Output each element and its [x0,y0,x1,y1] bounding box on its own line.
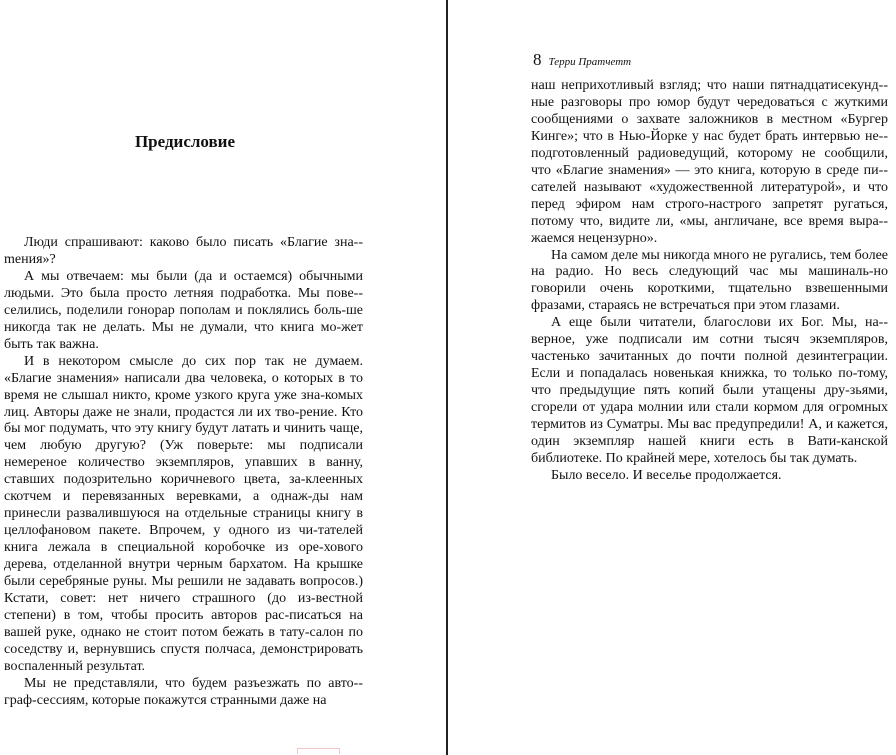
paragraph: И в некотором смысле до сих пор так не думаем. «Благие знамения» написали два человека, о которых в то время не слышал никто, кроме узкого круга уже зна-комых лиц. Авторы даже не знали, продастся ли их тво-рение. Кто бы мог подумать, что эту книгу будут латать и чинить чаще, чем любую другую? (Уж поверьте: мы подписали немереное количество экземпляров, упавших в ванну, ставших подозрительно коричневого цвета, за-клеенных скотчем и перевязанных веревками, а однаж-ды нам принесли развалившуюся на отдельные страницы книгу в целлофановом пакете. Впрочем, у одного из чи-тателей книга лежала в специальной коробочке из оре-хового дерева, отделанной внутри черным бархатом. На крышке были серебряные руны. Мы решили не задавать вопросов.) Кстати, совет: нет ничего страшного (до из-вестной степени) в том, чтобы просить авторов рас-писаться на вашей руке, однако не стоит потом бежать в тату-салон по соседству и, вернувшись спустя полчаса, демонстрировать воспаленный результат. [4,353,363,674]
right-page-body [531,78,888,485]
page-edge-mark [297,748,340,754]
paragraph-continued: наш неприхотливый взгляд; что наши пятнадцатисекунд-ные разговоры про юмор будут чередоваться с жуткими сообщениями о захвате заложников в местном «Бургер Кинге»; что в Нью-Йорке у нас будет брать интервью не-подготовленный радиоведущий, которому не сообщили, что «Благие знамения» — это книга, которую в среде пи-сателей называют «художественной литературой», и что перед эфиром нам строго-настрого запретят ругаться, потому что, видите ли, «мы, англичане, все время выра-жаемся нецензурно». [531,78,888,246]
paragraph: На самом деле мы никогда много не ругались, тем более на радио. Но весь следующий час мы машиналь-но говорили очень короткими, тщательно взвешенными фразами, стараясь не встречаться при этом глазами. [531,247,888,314]
paragraph: Мы не представляли, что будем разъезжать по авто-граф-сессиям, которые покажутся странными даже на [4,675,363,708]
running-head [533,50,631,70]
paragraph: А мы отвечаем: мы были (да и остаемся) обычными людьми. Это была просто летняя подработка. Мы пове-селились, поделили гонорар пополам и поклялись боль-ше никогда так не делать. Мы не думали, что книга мо-жет быть так важна. [4,268,363,352]
paragraph: Люди спрашивают: каково было писать «Благие зна-mения»? [4,235,363,267]
page-number: 8 [533,50,542,69]
right-page [449,0,896,755]
left-page-body [4,235,363,710]
running-head-author: Терри Пратчетт [548,56,632,68]
paragraph: Было весело. И веселье продолжается. [551,467,782,483]
book-gutter [446,0,448,755]
chapter-title: Предисловие [134,132,236,151]
paragraph: А еще были читатели, благослови их Бог. Мы, на-верное, уже подписали им сотни тысяч экземпляров, частенько зачитанных до почти полной дезинтеграции. Если и попадалась новенькая книжка, то только по-тому, что предыдущие пять копий были утащены дру-зьями, сгорели от удара молнии или стали кормом для огромных термитов из Суматры. Мы вас предупредили! А, и кажется, один экземпляр нашей книги есть в Вати-канской библиотеке. По крайней мере, хотелось бы так думать. [531,315,888,466]
left-page [0,0,446,755]
